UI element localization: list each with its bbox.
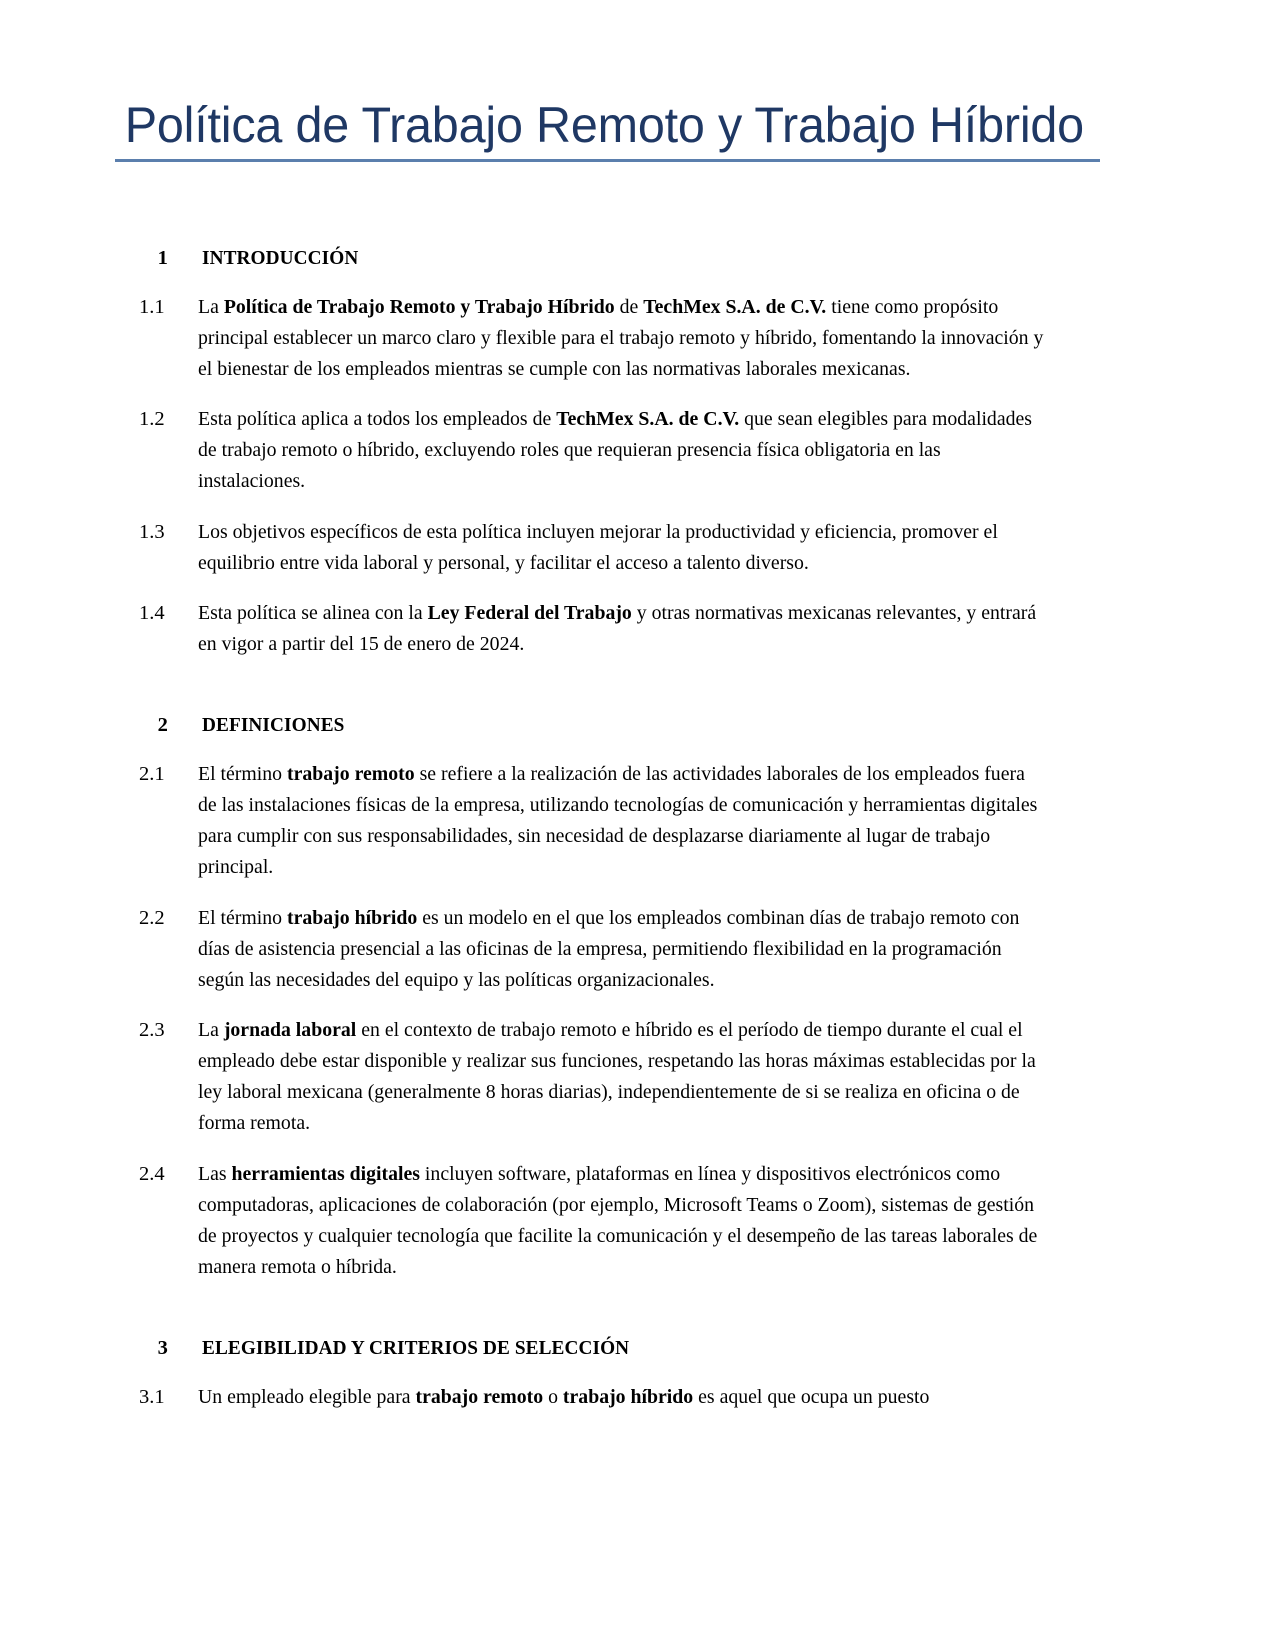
clause	[0, 292, 1275, 385]
clause-number: 2.1	[139, 762, 165, 785]
clause-text-run: en el contexto de trabajo remoto e híbrido es el período de tiempo durante el cual el empleado debe estar disponible y realizar sus funciones, respetando las horas máximas establecidas por la ley laboral mexicana (generalmente 8 horas diarias), independientemente de si se realiza en oficina o de forma remota.	[198, 1019, 1036, 1135]
clause-text-emphasis: TechMex S.A. de C.V.	[643, 295, 827, 318]
clause	[0, 517, 1275, 579]
clause-text-emphasis: herramientas digitales	[231, 1162, 420, 1185]
clause-number: 3.1	[139, 1385, 165, 1408]
clause-text-run: La	[198, 1019, 224, 1041]
clause-number: 1.3	[139, 520, 165, 543]
clause-text	[198, 517, 1047, 579]
clause-text	[198, 1159, 1047, 1284]
section-heading	[0, 245, 1275, 273]
clause-number: 1.4	[139, 601, 165, 624]
section-spacer	[0, 660, 1275, 712]
section-title: DEFINICIONES	[202, 714, 345, 737]
clause	[0, 1159, 1275, 1284]
clause	[0, 903, 1275, 996]
clause-text-run: o	[543, 1385, 563, 1408]
clause-text	[198, 1015, 1047, 1140]
clause-text	[198, 292, 1047, 385]
section-number: 3	[157, 1337, 168, 1360]
clause-text-run: de	[614, 295, 644, 318]
clause-text	[198, 1382, 1047, 1413]
clause-number: 1.1	[139, 295, 165, 318]
clause-text-run: Los objetivos específicos de esta política incluyen mejorar la productividad y eficiencia, promover el equilibrio entre vida laboral y personal, y facilitar el acceso a talento diverso.	[198, 520, 998, 574]
clause-number: 1.2	[139, 408, 165, 431]
clause-text	[198, 404, 1047, 497]
clause	[0, 759, 1275, 884]
section-heading	[0, 712, 1275, 740]
clause-text-emphasis: trabajo híbrido	[562, 1385, 694, 1408]
clause	[0, 598, 1275, 660]
clause-text-run: es aquel que ocupa un puesto	[693, 1385, 930, 1408]
clause-text-run: Esta política se alinea con la	[198, 601, 428, 624]
clause-text-run: tiene como propósito principal establecer un marco claro y flexible para el trabajo remoto y híbrido, fomentando la innovación y el bienestar de los empleados mientras se cumple con las normativas laborales mexicanas.	[198, 295, 1044, 380]
clause-text-emphasis: trabajo híbrido	[287, 906, 418, 929]
clause-text-run: Esta política aplica a todos los empleados de	[198, 408, 557, 431]
title-underline-rule	[115, 159, 1100, 162]
clause	[0, 1015, 1275, 1140]
clause-text-run: y otras normativas mexicanas relevantes, y entrará en vigor a partir del 15 de enero de 2024.	[198, 601, 1037, 656]
page-title: Política de Trabajo Remoto y Trabajo Híbrido	[124, 97, 1084, 153]
clause-text-emphasis: trabajo remoto	[287, 762, 415, 785]
document-body	[0, 245, 1275, 1413]
section-number: 1	[157, 247, 168, 269]
clause-text-run: Las	[198, 1162, 232, 1185]
clause-number: 2.3	[139, 1019, 165, 1041]
clause-text-emphasis: Política de Trabajo Remoto y Trabajo Híbrido	[223, 295, 615, 318]
clause-text-run: La	[198, 295, 224, 318]
clause-text-run: incluyen software, plataformas en línea y dispositivos electrónicos como computadoras, aplicaciones de colaboración (por ejemplo, Microsoft Teams o Zoom), sistemas de gestión de proyectos y cualquier tecnología que facilite la comunicación y el desempeño de las tareas laborales de manera remota o híbrida.	[198, 1162, 1038, 1279]
clause-text-run: El término	[198, 906, 288, 929]
clause-text-run: se refiere a la realización de las actividades laborales de los empleados fuera de las instalaciones físicas de la empresa, utilizando tecnologías de comunicación y herramientas digitales para cumplir con sus responsabilidades, sin necesidad de desplazarse diariamente al lugar de trabajo principal.	[198, 762, 1038, 879]
section-spacer	[0, 1283, 1275, 1335]
clause-text	[198, 598, 1047, 660]
clause	[0, 404, 1275, 497]
clause-text	[198, 903, 1047, 996]
title-block	[115, 97, 1100, 162]
clause-text-run: Un empleado elegible para	[198, 1385, 416, 1408]
section-number: 2	[157, 714, 168, 737]
section-heading	[0, 1335, 1275, 1363]
clause-text-emphasis: TechMex S.A. de C.V.	[556, 408, 740, 431]
section-title: INTRODUCCIÓN	[202, 247, 359, 269]
clause-text	[198, 759, 1047, 884]
clause	[0, 1382, 1275, 1413]
clause-text-run: El término	[198, 762, 288, 785]
clause-text-emphasis: Ley Federal del Trabajo	[427, 601, 632, 624]
clause-text-run: que sean elegibles para modalidades de trabajo remoto o híbrido, excluyendo roles que requieran presencia física obligatoria en las instalaciones.	[198, 408, 1032, 493]
clause-text-emphasis: trabajo remoto	[415, 1385, 544, 1408]
clause-number: 2.2	[139, 906, 165, 929]
clause-text-run: es un modelo en el que los empleados combinan días de trabajo remoto con días de asistencia presencial a las oficinas de la empresa, permitiendo flexibilidad en la programación según las necesidades del equipo y las políticas organizacionales.	[198, 906, 1020, 991]
section-title: ELEGIBILIDAD Y CRITERIOS DE SELECCIÓN	[202, 1337, 630, 1360]
clause-text-emphasis: jornada laboral	[223, 1019, 357, 1041]
clause-number: 2.4	[139, 1162, 165, 1185]
